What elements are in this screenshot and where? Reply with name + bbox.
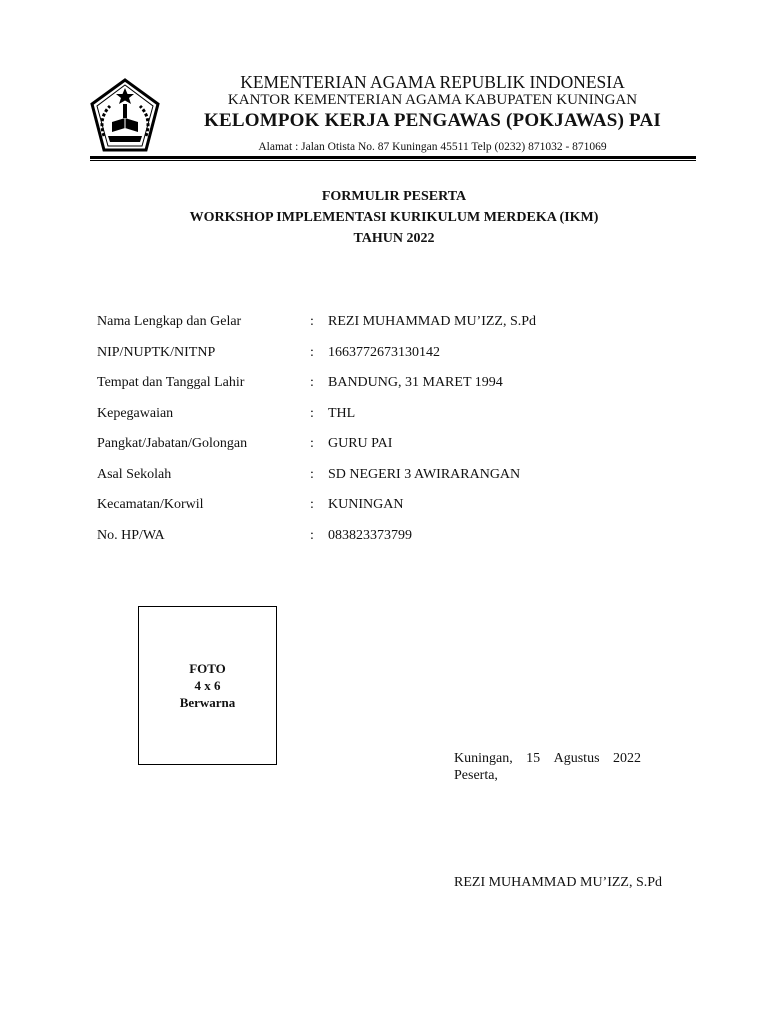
form-label: NIP/NUPTK/NITNP xyxy=(97,344,216,360)
form-label: Nama Lengkap dan Gelar xyxy=(97,314,242,329)
form-value: 083823373799 xyxy=(328,527,412,543)
photo-placeholder xyxy=(138,606,277,765)
letterhead xyxy=(165,72,700,155)
form-value: THL xyxy=(328,405,356,421)
form-label: Tempat dan Tanggal Lahir xyxy=(97,375,245,390)
signer-name: REZI MUHAMMAD MU’IZZ, S.Pd xyxy=(454,875,663,890)
title-line-2: WORKSHOP IMPLEMENTASI KURIKULUM MERDEKA (IKM) xyxy=(189,210,599,225)
title-line-3: TAHUN 2022 xyxy=(353,231,435,246)
form-label: Asal Sekolah xyxy=(97,466,172,482)
signature-month: Agustus xyxy=(553,751,600,766)
form-separator: : xyxy=(310,497,314,512)
form-value: GURU PAI xyxy=(328,436,393,451)
form-value: SD NEGERI 3 AWIRARANGAN xyxy=(328,466,521,482)
office-address: Alamat : Jalan Otista No. 87 Kuningan 45511 Telp (0232) 871032 - 871069 xyxy=(258,141,607,153)
form-separator: : xyxy=(310,527,314,543)
document-title xyxy=(0,186,768,249)
form-value: BANDUNG, 31 MARET 1994 xyxy=(328,375,503,390)
form-label: Pangkat/Jabatan/Golongan xyxy=(97,436,248,451)
photo-caption-line-2: 4 x 6 xyxy=(194,678,221,693)
kemenag-emblem-icon xyxy=(90,78,160,153)
signature-role: Peserta, xyxy=(454,768,498,783)
form-separator: : xyxy=(310,436,314,451)
working-group-name: KELOMPOK KERJA PENGAWAS (POKJAWAS) PAI xyxy=(204,110,661,131)
form-value: KUNINGAN xyxy=(328,497,404,512)
form-value: 1663772673130142 xyxy=(328,344,440,360)
form-separator: : xyxy=(310,466,314,482)
form-label: Kecamatan/Korwil xyxy=(97,497,204,512)
signature-city: Kuningan, xyxy=(454,751,513,766)
form-label: No. HP/WA xyxy=(97,527,165,543)
signature-block xyxy=(454,750,641,784)
form-value: REZI MUHAMMAD MU’IZZ, S.Pd xyxy=(328,314,537,329)
form-separator: : xyxy=(310,344,314,360)
form-label: Kepegawaian xyxy=(97,405,174,421)
form-separator: : xyxy=(310,375,314,390)
photo-caption-line-1: FOTO xyxy=(189,661,226,676)
signature-date xyxy=(454,750,641,767)
title-line-1: FORMULIR PESERTA xyxy=(321,189,467,204)
signature-year: 2022 xyxy=(612,751,641,766)
office-name: KANTOR KEMENTERIAN AGAMA KABUPATEN KUNINGAN xyxy=(227,92,638,108)
photo-caption-line-3: Berwarna xyxy=(179,695,236,710)
form-separator: : xyxy=(310,405,314,421)
photo-caption xyxy=(139,660,276,711)
letterhead-rule-thin xyxy=(90,160,696,161)
form-separator: : xyxy=(310,314,314,329)
ministry-name: KEMENTERIAN AGAMA REPUBLIK INDONESIA xyxy=(240,72,625,92)
letterhead-rule-thick xyxy=(90,156,696,159)
signature-day: 15 xyxy=(526,751,541,766)
